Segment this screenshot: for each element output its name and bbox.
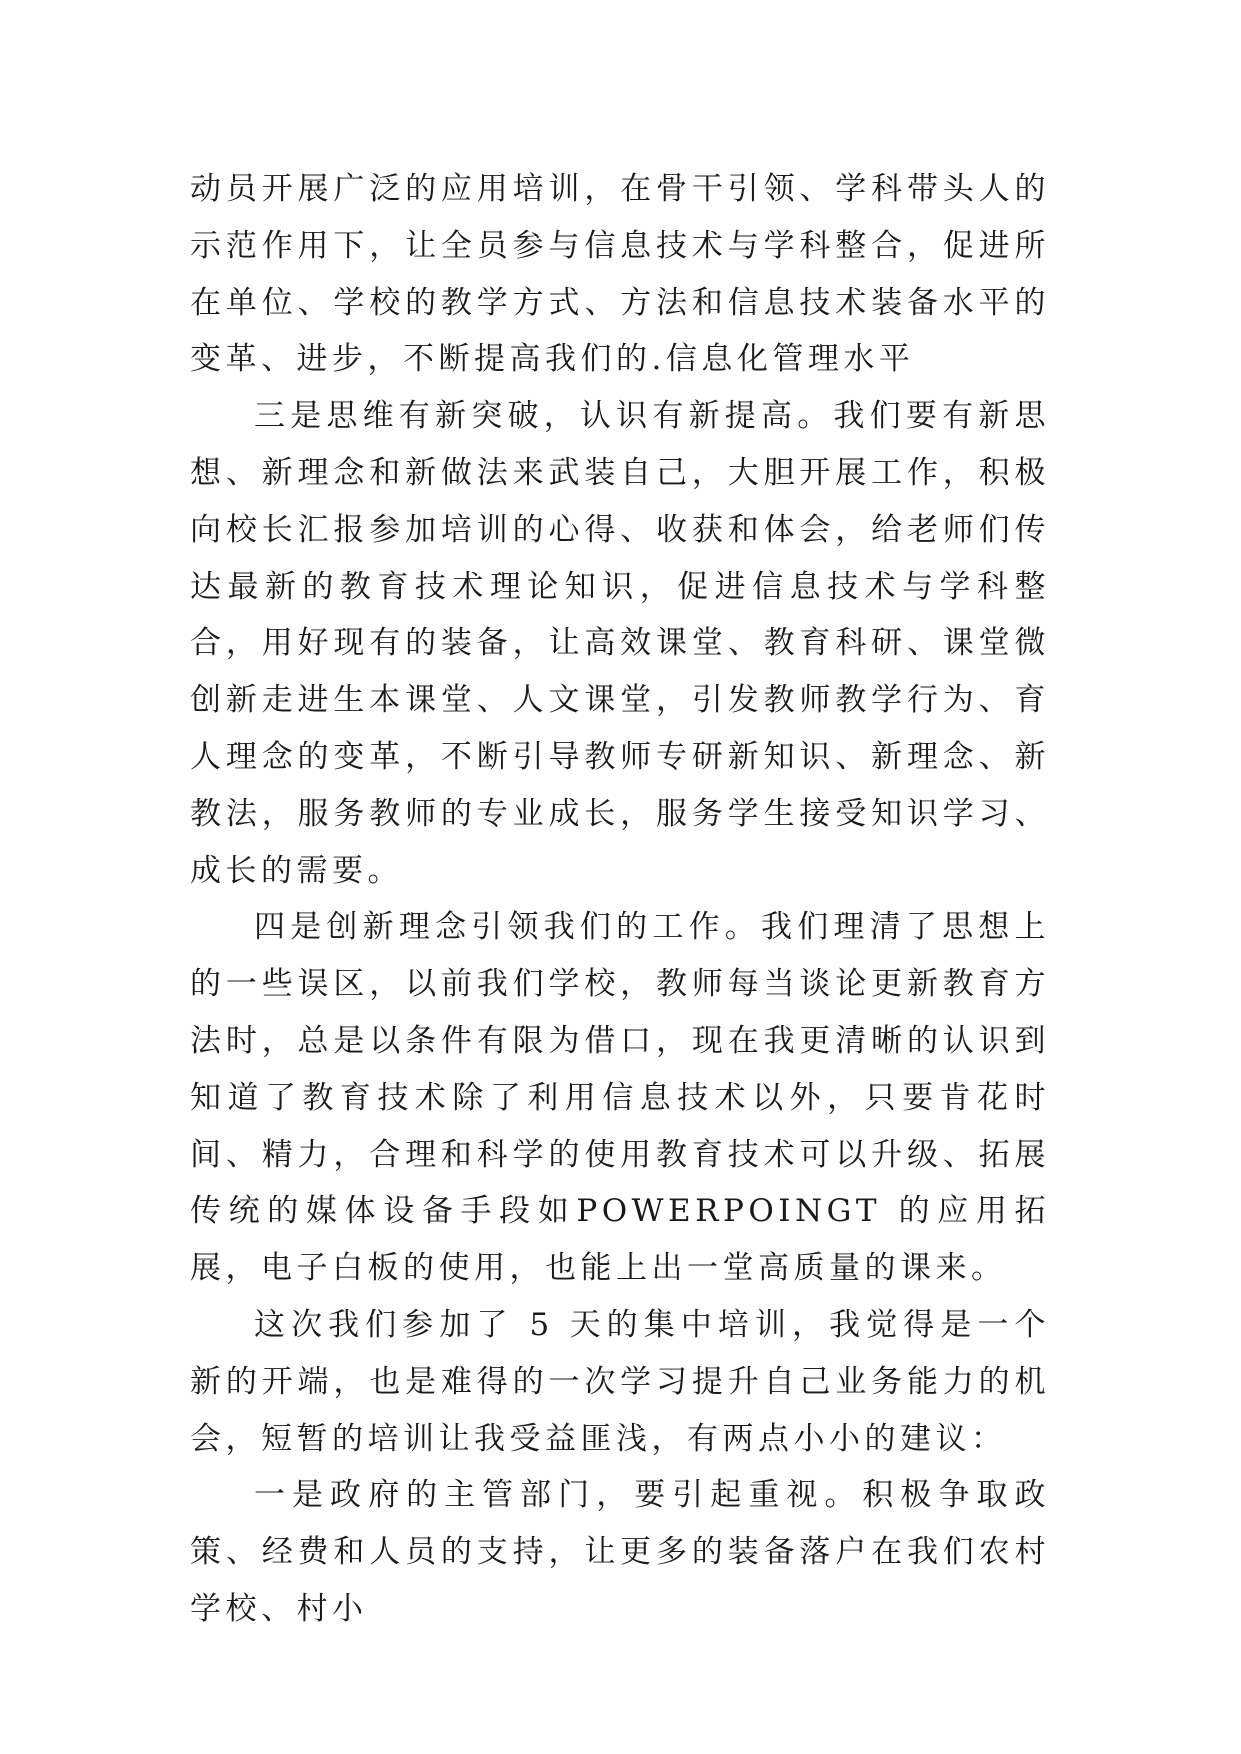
paragraph-5: 一是政府的主管部门，要引起重视。积极争取政策、经费和人员的支持，让更多的装备落户在我们农村学校、村小 [190,1477,1050,1627]
document-body [190,161,1050,1638]
paragraph-3: 四是创新理念引领我们的工作。我们理清了思想上的一些误区，以前我们学校，教师每当谈论更新教育方法时，总是以条件有限为借口，现在我更清晰的认识到知道了教育技术除了利用信息技术以外，只要肯花时间、精力，合理和科学的使用教育技术可以升级、拓展传统的媒体设备手段如POWERPOINGT 的应用拓展，电子白板的使用，也能上出一堂高质量的课来。 [190,909,1050,1287]
paragraph-1: 动员开展广泛的应用培训，在骨干引领、学科带头人的示范作用下，让全员参与信息技术与学科整合，促进所在单位、学校的教学方式、方法和信息技术装备水平的变革、进步，不断提高我们的.信息化管理水平 [190,171,1050,378]
paragraph-2: 三是思维有新突破，认识有新提高。我们要有新思想、新理念和新做法来武装自己，大胆开展工作，积极向校长汇报参加培训的心得、收获和体会，给老师们传达最新的教育技术理论知识，促进信息技术与学科整合，用好现有的装备，让高效课堂、教育科研、课堂微创新走进生本课堂、人文课堂，引发教师教学行为、育人理念的变革，不断引导教师专研新知识、新理念、新教法，服务教师的专业成长，服务学生接受知识学习、成长的需要。 [190,398,1050,889]
paragraph-4: 这次我们参加了 5 天的集中培训，我觉得是一个新的开端，也是难得的一次学习提升自己业务能力的机会，短暂的培训让我受益匪浅，有两点小小的建议： [190,1306,1050,1457]
